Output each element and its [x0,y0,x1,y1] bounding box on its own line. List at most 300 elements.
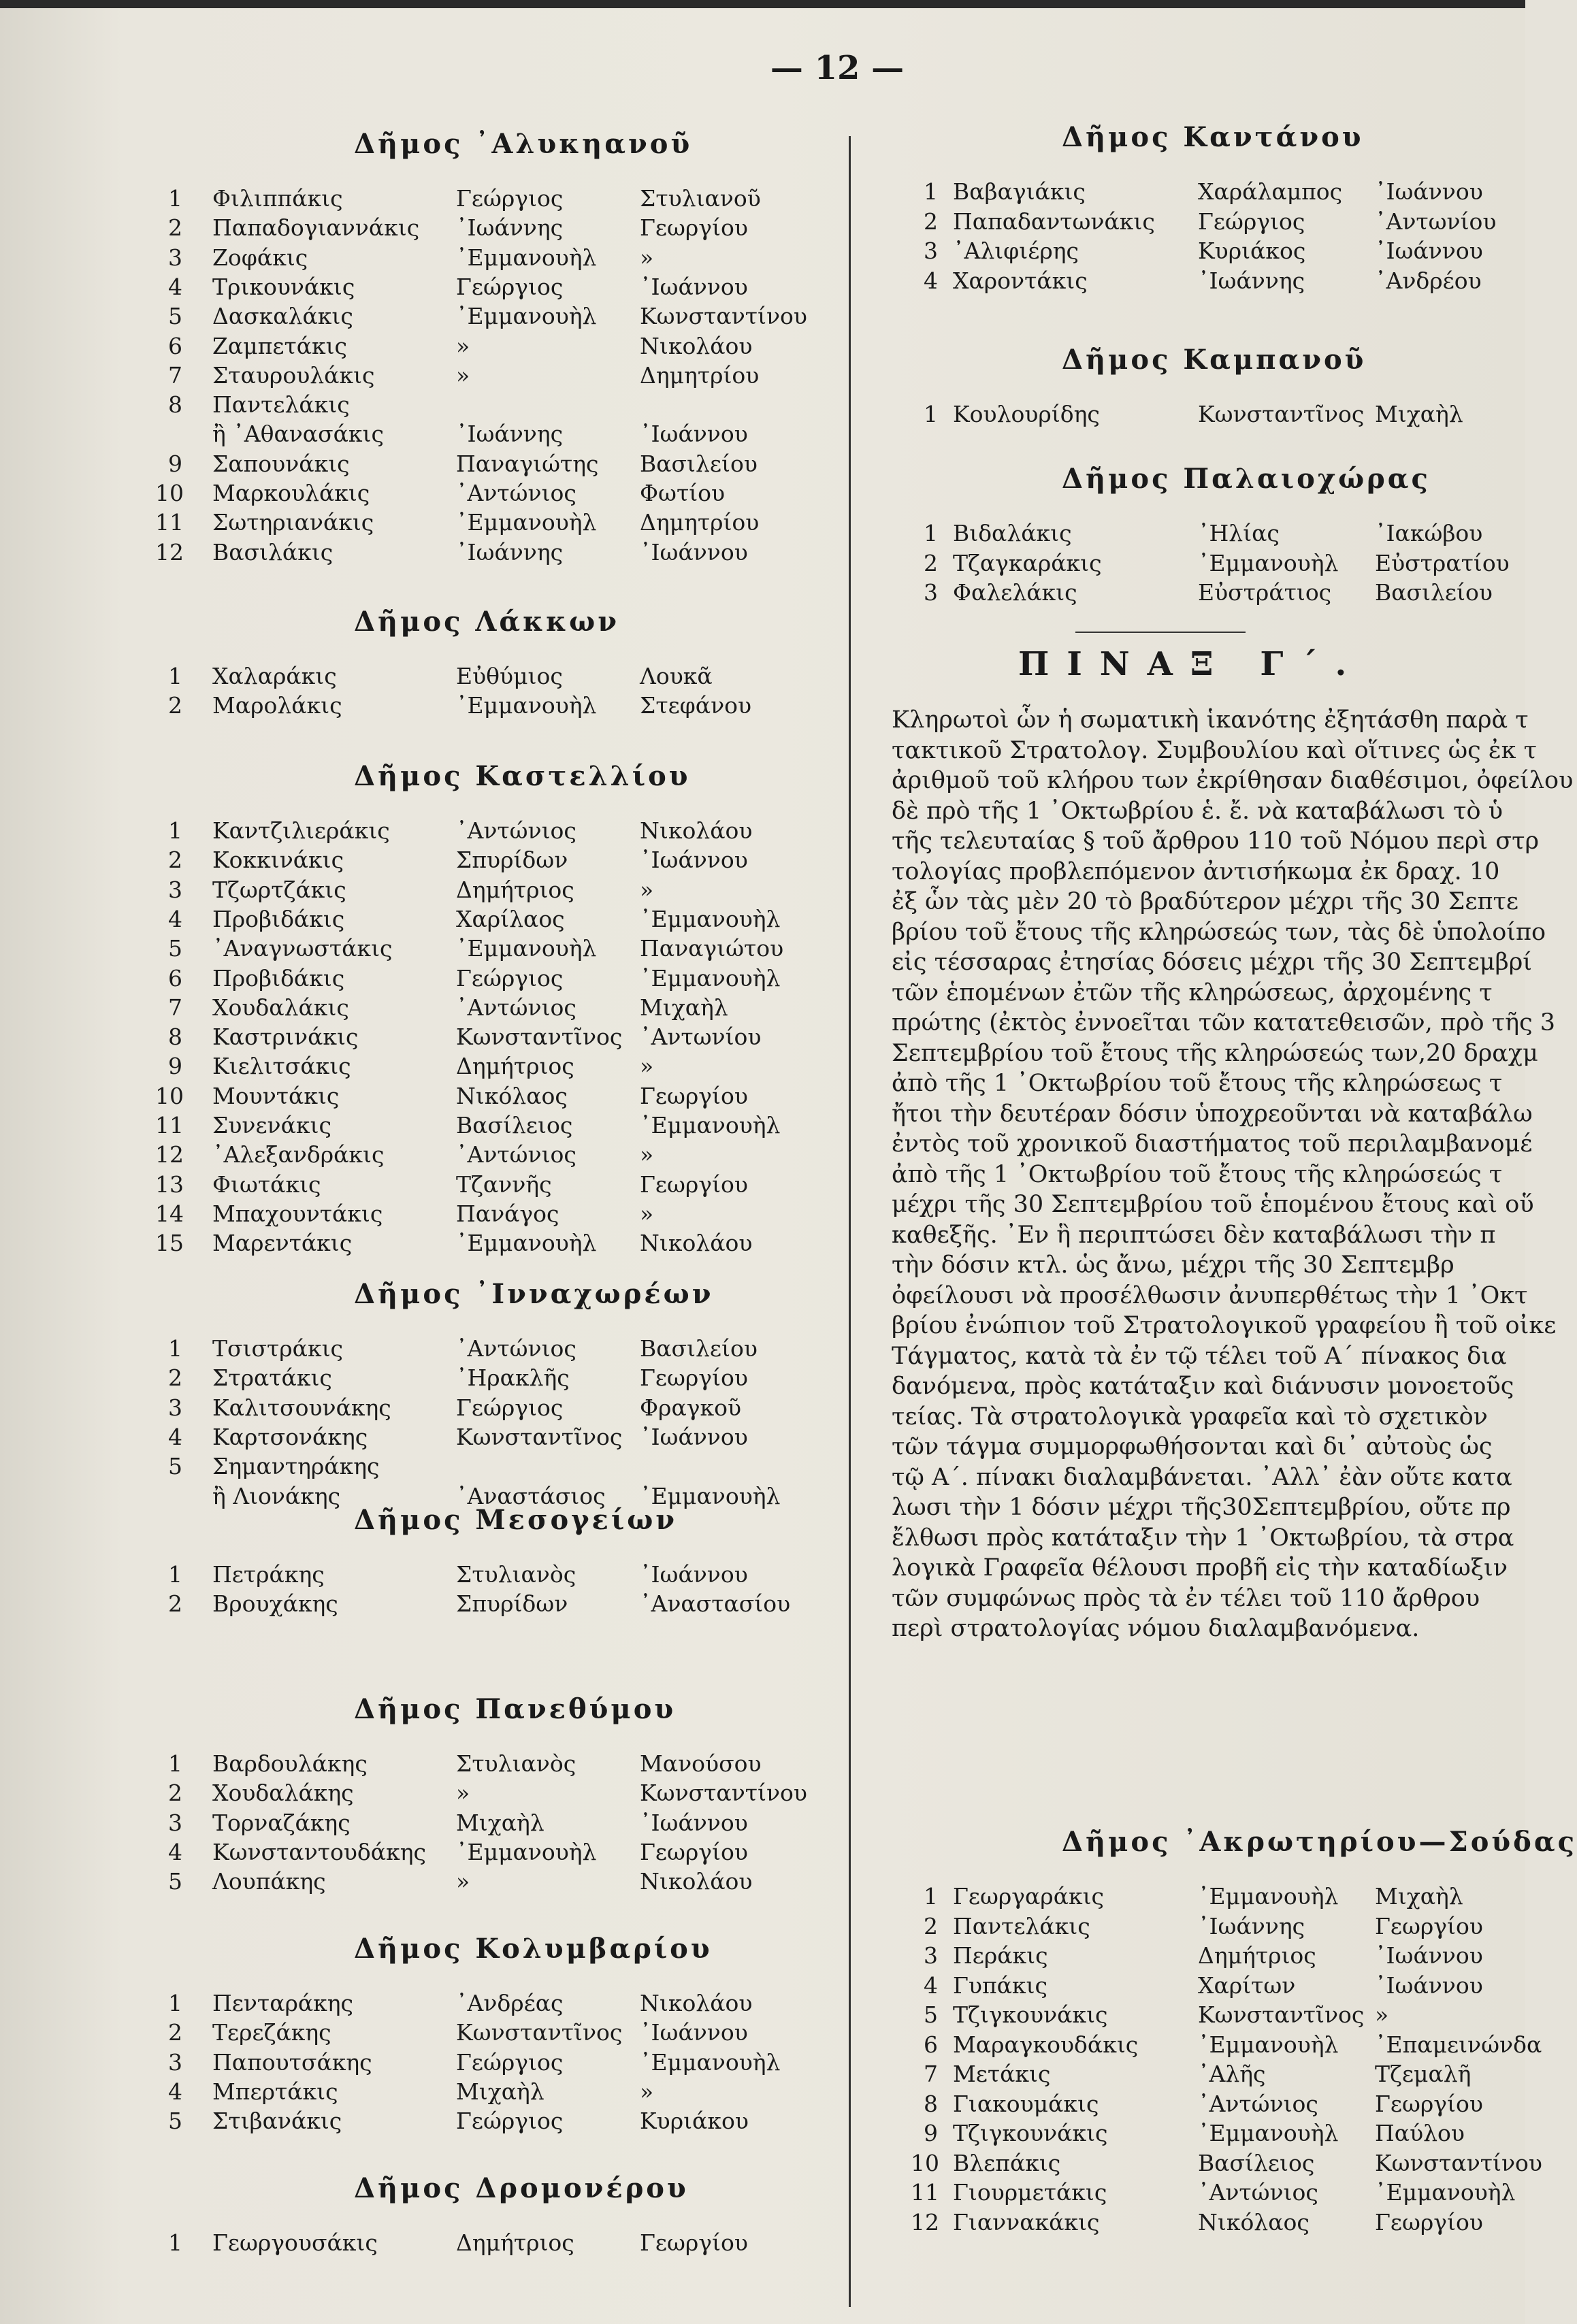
father-name: Παναγιώτου [640,935,784,962]
first-name: ᾿Ιωάννης [456,421,564,448]
row-number: 1 [168,1561,182,1588]
father-name: Δημητρίου [640,361,760,389]
surname: Κωνσταντουδάκης [212,1838,426,1865]
first-name: ᾿Εμμανουὴλ [456,244,597,271]
surname: Γιακουμάκις [953,2090,1099,2117]
father-name: » [1375,2001,1389,2028]
notice-line: τῶν ἑπομένων ἐτῶν τῆς κληρώσεως, ἀρχομένης τ [892,979,1493,1006]
row-number: 7 [168,361,182,389]
conscript-row [0,362,844,392]
conscript-row [858,1942,1525,1972]
notice-paragraph [892,705,1574,1644]
row-number: 1 [168,817,182,844]
surname: Σωτηριανάκις [212,509,374,536]
first-name: ᾿Αντώνιος [456,817,576,844]
father-name: Νικολάου [640,1230,753,1257]
row-number: 10 [911,2149,939,2176]
conscript-row [858,238,1525,267]
surname: Καλιτσουνάκης [212,1394,391,1421]
conscript-row [0,1394,844,1424]
first-name: Δημήτριος [456,876,574,903]
first-name: Νικόλαος [456,1082,568,1109]
first-name: Δημήτριος [456,2229,574,2256]
father-name: Γεωργίου [640,2229,748,2256]
conscript-row [0,1083,844,1113]
row-number: 12 [155,1141,184,1168]
notice-line: ἀπὸ τῆς 1 ᾿Οκτωβρίου τοῦ ἔτους τῆς κληρώσεως τ [892,1070,1503,1097]
first-name: Γεώργιος [1198,208,1305,235]
surname: Τζωρτζάκις [212,876,346,903]
row-number: 5 [168,935,182,962]
conscript-row [858,550,1525,580]
conscript-row [0,509,844,539]
row-number: 12 [155,538,184,566]
notice-line: μέχρι τῆς 30 Σεπτεμβρίου τοῦ ἑπομένου ἔτους καὶ οὕ [892,1191,1534,1218]
scan-edge [0,0,1525,8]
surname: Μπαχουντάκις [212,1200,383,1227]
conscript-row [0,274,844,304]
row-number: 11 [155,509,184,536]
row-number: 3 [168,876,182,903]
first-name: Χαράλαμπος [1198,178,1343,205]
father-name: Γεωργίου [640,1082,748,1109]
first-name: ᾿Εμμανουὴλ [1198,2120,1339,2146]
surname: Μαρολάκις [212,692,342,719]
row-number: 2 [168,847,182,874]
row-number: 2 [168,692,182,719]
conscript-row [0,451,844,480]
surname: Παπουτσάκης [212,2048,372,2076]
surname: Βαβαγιάκις [953,178,1086,205]
row-number: 11 [155,1112,184,1139]
first-name: Δημήτριος [1198,1942,1316,1969]
conscript-row [0,1810,844,1839]
row-number: 5 [168,1453,182,1480]
notice-line: ὀφείλουσι νὰ προσέλθωσιν ἀνυπερθέτως τὴν 1 ᾿Οκτ [892,1281,1528,1309]
father-name: Κωνσταντίνου [640,1780,807,1807]
row-number: 8 [924,2090,938,2117]
municipality-heading: Δῆμος ᾿Ινναχωρέων [354,1278,714,1310]
father-name: Παύλου [1375,2120,1465,2146]
row-number: 2 [924,549,938,576]
row-number: 9 [168,1053,182,1080]
first-name: ᾿Ιωάννης [456,538,564,566]
father-name: ᾿Ιωάννου [1375,238,1483,264]
surname: Τρικουνάκις [212,273,355,300]
first-name: Μιχαὴλ [456,2078,544,2105]
surname: Μαρκουλάκις [212,480,370,506]
surname: Παντελάκις [212,391,350,419]
father-name: ᾿Ιωάννου [640,538,748,566]
surname: Τζιγκουνάκις [953,2001,1108,2028]
row-number: 4 [924,1971,938,1999]
first-name: Γεώργιος [456,185,564,212]
notice-line: βρίου τοῦ ἔτους τῆς κληρώσεώς των, τὰς δὲ ὑπολοίπο [892,918,1546,946]
row-number: 9 [924,2120,938,2146]
row-number: 3 [168,2048,182,2076]
row-number: 2 [168,1780,182,1807]
surname: Χουδαλάκης [212,1780,354,1807]
row-number: 7 [924,2061,938,2087]
notice-line: λωσι τὴν 1 δόσιν μέχρι τῆς30Σεπτεμβρίου, οὔτε πρ [892,1494,1511,1521]
father-name: ᾿Εμμανουὴλ [1375,2179,1516,2206]
father-name: ᾿Εμμανουὴλ [640,1112,781,1139]
father-name: » [640,2078,654,2105]
surname: Ζαμπετάκις [212,332,348,359]
conscript-row [0,539,844,569]
conscript-row [0,994,844,1024]
row-number: 2 [168,1364,182,1392]
father-name: Μανούσου [640,1750,762,1777]
father-name: Νικολάου [640,817,753,844]
row-number: 4 [168,273,182,300]
father-name: Μιχαὴλ [1375,401,1463,427]
title-rule [1075,632,1246,633]
notice-line: ἀπὸ τῆς 1 ᾿Οκτωβρίου τοῦ ἔτους τῆς κληρώσεώς τ [892,1160,1503,1188]
row-number: 5 [168,303,182,330]
surname: Στιβανάκις [212,2108,342,2135]
father-name: » [640,1141,654,1168]
notice-line: Τάγματος, κατὰ τὰ ἐν τῷ τέλει τοῦ Α΄ πίνακος δια [892,1342,1507,1370]
conscript-row [0,663,844,693]
conscript-row [0,1171,844,1201]
first-name: ᾿Εμμανουὴλ [456,1838,597,1865]
first-name: ᾿Εμμανουὴλ [1198,2031,1339,2058]
municipality-heading: Δῆμος ᾿Αλυκηανοῦ [354,128,693,160]
notice-line: Κληρωτοὶ ὧν ἡ σωματικὴ ἱκανότης ἐξητάσθη παρὰ τ [892,706,1529,734]
first-name: Χαρίλαος [456,905,565,932]
conscript-row [0,1868,844,1898]
father-name: Νικολάου [640,1868,753,1895]
notice-line: δανόμενα, πρὸς κατάταξιν καὶ διάνυσιν μονοετοῦς [892,1373,1514,1400]
conscript-row [858,579,1525,609]
row-number: 5 [924,2001,938,2028]
conscript-row [0,480,844,510]
notice-line: τακτικοῦ Στρατολογ. Συμβουλίου καὶ οἵτινες ὡς ἐκ τ [892,736,1538,764]
conscript-row [0,1590,844,1620]
notice-line: ἐντὸς τοῦ χρονικοῦ διαστήματος τοῦ περιλαμβανομέ [892,1130,1533,1158]
surname: Κοκκινάκις [212,847,344,874]
row-number: 3 [924,579,938,606]
father-name: ᾿Ιωάννου [1375,1971,1483,1999]
father-name: ᾿Εμμανουὴλ [640,905,781,932]
first-name: Μιχαὴλ [456,1809,544,1836]
first-name: » [456,1868,470,1895]
first-name: ᾿Αλῆς [1198,2061,1266,2087]
conscript-row [0,1424,844,1454]
row-number: 15 [155,1230,184,1257]
surname: Παντελάκις [953,1912,1090,1940]
father-name: ᾿Ιωάννου [640,1809,748,1836]
conscript-row [0,1053,844,1083]
first-name: ᾿Εμμανουὴλ [1198,1883,1339,1910]
father-name: ᾿Ανδρέου [1375,267,1482,294]
surname: Πενταράκης [212,1990,354,2016]
conscript-row [858,2120,1525,2150]
first-name: Δημήτριος [456,1053,574,1080]
surname: Σταυρουλάκις [212,361,375,389]
conscript-row [858,2149,1542,2180]
municipality-heading: Δῆμος Κολυμβαρίου [354,1933,713,1965]
notice-line: εἰς τέσσαρας ἐτησίας δόσεις μέχρι τῆς 30 Σεπτεμβρί [892,949,1533,976]
father-name: Στυλιανοῦ [640,185,761,212]
first-name: Κωνσταντῖνος [1198,2001,1365,2028]
father-name: ᾿Εμμανουὴλ [640,1482,781,1509]
surname: Συνενάκις [212,1112,331,1139]
row-number: 2 [168,2019,182,2046]
first-name: Νικόλαος [1198,2208,1310,2236]
surname: Σημαντηράκης [212,1453,380,1480]
father-name: ᾿Εμμανουὴλ [640,2048,781,2076]
father-name: Τζεμαλῆ [1375,2061,1472,2087]
surname: Μαρεντάκις [212,1230,353,1257]
surname: Βασιλάκις [212,538,334,566]
conscript-row [858,2001,1525,2031]
father-name: Στεφάνου [640,692,752,719]
municipality-heading: Δῆμος Καμπανοῦ [1062,344,1367,376]
first-name: Γεώργιος [456,1394,564,1421]
father-name: ᾿Ιωάννου [1375,178,1483,205]
notice-line: καθεξῆς. ᾿Εν ἣ περιπτώσει δὲν καταβάλωσι τὴν π [892,1221,1496,1249]
row-number: 1 [924,401,938,427]
father-name: Γεωργίου [1375,1912,1483,1940]
conscript-row [0,214,844,244]
row-number: 4 [168,1838,182,1865]
conscript-row [0,2049,844,2079]
father-name: ᾿Ιωάννου [640,1423,748,1450]
surname: Τζαγκαράκις [953,549,1102,576]
conscript-row [858,267,1525,297]
row-number: 5 [168,1868,182,1895]
first-name: Σπυρίδων [456,847,568,874]
father-name: Φραγκοῦ [640,1394,742,1421]
surname: Σαπουνάκις [212,450,350,477]
first-name: Κωνσταντῖνος [456,2019,623,2046]
surname: Φιλιππάκις [212,185,343,212]
conscript-row [0,1839,844,1869]
surname: Καρτσονάκης [212,1423,368,1450]
surname: Τορναζάκης [212,1809,351,1836]
conscript-row [0,1453,844,1483]
conscript-row [0,185,844,215]
first-name: Εὐστράτιος [1198,579,1332,606]
municipality-heading: Δῆμος ᾿Ακρωτηρίου—Σούδας [1062,1826,1577,1858]
surname: ᾿Αλιφιέρης [953,238,1079,264]
surname: Κουλουρίδης [953,401,1100,427]
father-name: ᾿Αντωνίου [1375,208,1497,235]
conscript-row [858,2061,1525,2091]
conscript-row [0,906,844,936]
surname: ἢ Λιονάκης [212,1482,341,1509]
conscript-row [858,2179,1525,2209]
conscript-row [858,520,1525,550]
surname: Βρουχάκης [212,1590,338,1618]
first-name: Εὐθύμιος [456,663,563,689]
surname: Περάκις [953,1942,1048,1969]
row-number: 14 [155,1200,184,1227]
row-number: 10 [155,1082,184,1109]
conscript-row [0,333,844,363]
conscript-row [858,2209,1525,2239]
conscript-row [0,817,844,847]
surname: Γεωργαράκις [953,1883,1105,1910]
father-name: ᾿Αναστασίου [640,1590,791,1618]
row-number: 4 [168,1423,182,1450]
row-number: 6 [924,2031,938,2058]
notice-line: τολογίας προβλεπόμενον ἀντισήκωμα ἐκ δραχ. 10 [892,857,1500,885]
conscript-row [0,1780,844,1810]
column-divider [849,136,851,2307]
conscript-row [0,847,844,877]
surname: Προβιδάκις [212,964,345,992]
father-name: Κωνσταντίνου [640,303,807,330]
row-number: 13 [155,1171,184,1198]
surname: Μουντάκις [212,1082,340,1109]
first-name: ᾿Εμμανουὴλ [456,935,597,962]
father-name: Νικολάου [640,332,753,359]
surname: Φιωτάκις [212,1171,321,1198]
surname: Παπαδαντωνάκις [953,208,1155,235]
municipality-heading: Δῆμος Δρομονέρου [354,2172,689,2204]
notice-line: λογικὰ Γραφεῖα θέλουσι προβῆ εἰς τὴν καταδίωξιν [892,1554,1508,1582]
surname: Τερεζάκης [212,2019,331,2046]
conscript-row [0,877,844,906]
father-name: Μιχαὴλ [640,994,728,1021]
conscript-row [0,2229,844,2259]
first-name: ᾿Αντώνιος [456,994,576,1021]
first-name: ᾿Ηλίας [1198,520,1280,546]
notice-line: τῆς τελευταίας § τοῦ ἄρθρου 110 τοῦ Νόμου περὶ στρ [892,828,1540,855]
father-name: Γεωργίου [640,1364,748,1392]
first-name: Κωνσταντῖνος [456,1423,623,1450]
conscript-row [0,1230,844,1260]
first-name: ᾿Αντώνιος [1198,2179,1318,2206]
father-name: Γεωργίου [640,214,748,242]
first-name: Τζαννῆς [456,1171,552,1198]
municipality-heading: Δῆμος Λάκκων [354,606,619,638]
row-number: 1 [168,1990,182,2016]
municipality-heading: Δῆμος Καστελλίου [354,760,691,792]
conscript-row [858,2031,1542,2061]
notice-line: δὲ πρὸ τῆς 1 ᾿Οκτωβρίου ἑ. ἔ. νὰ καταβάλωσι τὸ ὑ [892,797,1503,825]
row-number: 1 [168,2229,182,2256]
surname: Προβιδάκις [212,905,345,932]
row-number: 8 [168,1024,182,1051]
surname: Δασκαλάκις [212,303,353,330]
conscript-row [0,935,844,965]
conscript-row [0,303,844,333]
surname: Βαρδουλάκης [212,1750,368,1777]
notice-line: πρώτης (ἐκτὸς ἐννοεῖται τῶν κατατεθεισῶν, πρὸ τῆς 3 [892,1009,1556,1036]
first-name: Βασίλειος [456,1112,573,1139]
father-name: Κυριάκου [640,2108,749,2135]
row-number: 1 [924,1883,938,1910]
father-name: Γεωργίου [640,1171,748,1198]
conscript-row [0,1364,844,1394]
row-number: 3 [168,1809,182,1836]
conscript-row [858,2091,1525,2121]
father-name: ᾿Ιωάννου [1375,1942,1483,1969]
first-name: ᾿Εμμανουὴλ [456,692,597,719]
row-number: 9 [168,450,182,477]
first-name: ᾿Ιωάννης [1198,1912,1305,1940]
conscript-row [0,244,844,274]
conscript-row [0,1750,844,1780]
surname: Τσιστράκις [212,1335,343,1362]
municipality-heading: Δῆμος Πανεθύμου [354,1693,677,1725]
row-number: 4 [168,905,182,932]
surname: Πετράκης [212,1561,325,1588]
surname: ᾿Αλεξανδράκις [212,1141,385,1168]
father-name: » [640,244,654,271]
surname: Μπερτάκις [212,2078,338,2105]
first-name: ᾿Αντώνιος [456,1141,576,1168]
row-number: 2 [924,1912,938,1940]
row-number: 1 [168,663,182,689]
surname: Μετάκις [953,2061,1051,2087]
page-number: — 12 — [770,49,905,87]
conscript-row [0,965,844,995]
conscript-row [0,421,844,451]
municipality-heading: Δῆμος Παλαιοχώρας [1062,463,1431,495]
conscript-row [0,391,844,421]
father-name: Κωνσταντίνου [1375,2149,1542,2176]
notice-line: τῶν τάγμα συμμορφωθήσονται καὶ δι᾿ αὐτοὺς ὡς [892,1433,1493,1460]
first-name: ᾿Ανδρέας [456,1990,564,2016]
notice-line: τῶν συμφώνως πρὸς τὰ ἐν τέλει τοῦ 110 ἄρθρου [892,1584,1480,1612]
first-name: Παναγιώτης [456,450,599,477]
conscript-row [858,208,1525,238]
father-name: Εὐστρατίου [1375,549,1510,576]
conscript-row [0,2108,844,2138]
row-number: 12 [911,2208,939,2236]
row-number: 2 [168,1590,182,1618]
surname: Καστρινάκις [212,1024,359,1051]
surname: Κιελιτσάκις [212,1053,351,1080]
municipality-heading: Δῆμος Μεσογείων [354,1504,678,1536]
notice-line: βρίου ἐνώπιον τοῦ Στρατολογικοῦ γραφείου ἢ τοῦ οἰκε [892,1312,1557,1339]
row-number: 11 [911,2179,939,2206]
row-number: 4 [924,267,938,294]
father-name: Μιχαὴλ [1375,1883,1463,1910]
first-name: Γεώργιος [456,2048,564,2076]
first-name: Γεώργιος [456,964,564,992]
conscript-row [858,1913,1525,1943]
first-name: ᾿Εμμανουὴλ [456,303,597,330]
first-name: » [456,1780,470,1807]
first-name: Γεώργιος [456,2108,564,2135]
surname: Μαραγκουδάκις [953,2031,1139,2058]
row-number: 1 [924,520,938,546]
row-number: 3 [924,1942,938,1969]
conscript-row [0,1561,844,1591]
father-name: ᾿Ιωάννου [640,273,748,300]
father-name: Λουκᾶ [640,663,713,689]
first-name: ᾿Εμμανουὴλ [1198,549,1339,576]
surname: Γιαννακάκις [953,2208,1100,2236]
first-name: ᾿Ιωάννης [456,214,564,242]
first-name: Στυλιανὸς [456,1750,576,1777]
father-name: Γεωργίου [640,1838,748,1865]
row-number: 5 [168,2108,182,2135]
conscript-row [0,2078,844,2108]
row-number: 7 [168,994,182,1021]
first-name: Πανάγος [456,1200,559,1227]
first-name: Κωνσταντῖνος [456,1024,623,1051]
first-name: ᾿Ιωάννης [1198,267,1305,294]
first-name: Στυλιανὸς [456,1561,576,1588]
surname: Γυπάκις [953,1971,1047,1999]
